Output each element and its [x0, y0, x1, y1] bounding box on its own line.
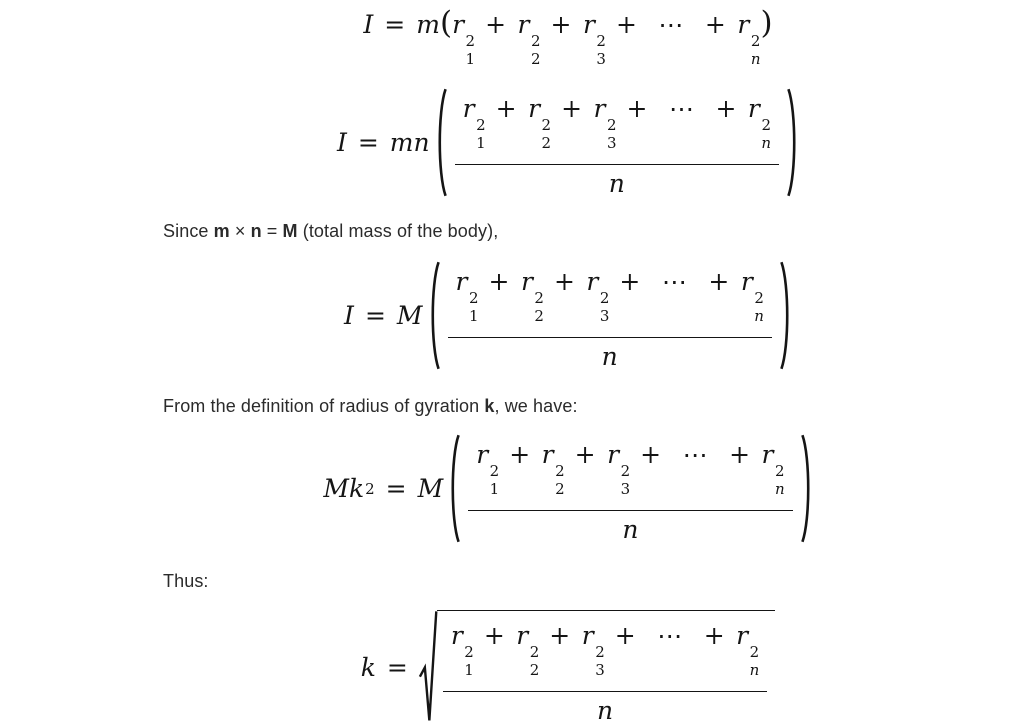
sum-term — [462, 94, 486, 152]
sum-term — [740, 267, 764, 325]
fraction-denominator: n — [608, 169, 625, 198]
text-segment: = — [261, 221, 283, 241]
var-r: r — [581, 621, 594, 650]
sum-term — [452, 10, 476, 68]
subscript: n — [750, 50, 761, 68]
fraction-numerator — [455, 87, 779, 164]
sum-term — [499, 440, 541, 469]
sum-term — [659, 94, 706, 123]
superscript: 2 — [620, 462, 631, 480]
superscript: 2 — [555, 462, 565, 480]
paragraph-since — [163, 220, 1024, 242]
subscript: n — [749, 661, 760, 679]
text-segment: From the definition of radius of gyration — [163, 396, 485, 416]
sub-sup-scripts — [607, 118, 617, 151]
sub-sup-scripts — [555, 464, 565, 497]
sub-sup-scripts — [476, 118, 486, 151]
fraction-denominator: n — [601, 342, 618, 371]
paragraph-from-definition — [163, 395, 1024, 417]
superscript: 2 — [530, 32, 541, 50]
operator: + — [615, 10, 637, 39]
text-segment: M — [282, 221, 298, 241]
var-r: r — [450, 621, 463, 650]
operator: + — [619, 267, 641, 296]
text-segment: Since — [163, 221, 214, 241]
operator: ⋯ — [657, 621, 683, 650]
equation-inertia-expanded-row — [56, 5, 1024, 68]
sum-term — [520, 267, 544, 325]
sum-term — [544, 267, 586, 296]
sum-term — [479, 267, 521, 296]
subscript: 2 — [534, 307, 544, 325]
fraction — [455, 87, 779, 198]
sum-term — [455, 267, 479, 325]
operator: + — [574, 440, 596, 469]
paragraph-thus — [163, 570, 1024, 592]
operator: ⋯ — [658, 10, 684, 39]
sub-sup-scripts — [469, 291, 479, 324]
operator: + — [488, 267, 510, 296]
var-r: r — [740, 267, 753, 296]
sub-sup-scripts — [542, 118, 552, 151]
sum-term — [593, 94, 617, 152]
sub-sup-scripts — [595, 645, 605, 678]
var-mn: mn — [389, 128, 430, 157]
fraction — [468, 433, 792, 544]
sub-sup-scripts — [754, 291, 764, 324]
operator: + — [614, 621, 636, 650]
sum-term — [606, 10, 648, 39]
sum-term — [474, 621, 516, 650]
sub-sup-scripts — [751, 34, 761, 67]
close-paren: ) — [760, 5, 773, 41]
close-paren — [786, 87, 799, 198]
subscript: 1 — [489, 480, 500, 498]
subscript: 2 — [530, 50, 541, 68]
var-r: r — [517, 10, 530, 39]
operator: + — [626, 94, 648, 123]
subscript: 3 — [595, 661, 605, 679]
operator: + — [708, 267, 730, 296]
subscript: n — [761, 134, 772, 152]
sum-of-squares — [452, 12, 760, 67]
sub-sup-scripts — [464, 645, 474, 678]
superscript: 2 — [775, 462, 785, 480]
var-r: r — [747, 94, 760, 123]
sum-term — [551, 94, 593, 123]
superscript: 2 — [476, 116, 486, 134]
operator: + — [704, 10, 726, 39]
fraction-denominator: n — [596, 696, 614, 725]
superscript: 2 — [534, 289, 544, 307]
var-r: r — [520, 267, 533, 296]
operator: ⋯ — [668, 94, 694, 123]
superscript: 2 — [599, 289, 610, 307]
equals-sign: = — [364, 301, 386, 330]
subscript: 2 — [541, 134, 552, 152]
superscript: 2 — [489, 462, 500, 480]
var-r: r — [761, 440, 774, 469]
operator: + — [561, 94, 583, 123]
subscript: 2 — [555, 480, 565, 498]
sub-sup-scripts — [761, 118, 771, 151]
superscript: 2 — [606, 116, 617, 134]
subscript: 3 — [620, 480, 631, 498]
var-M: M — [417, 474, 444, 503]
sub-sup-scripts — [490, 464, 500, 497]
fraction-numerator — [448, 260, 772, 337]
fraction — [448, 260, 772, 371]
sum-term — [736, 621, 760, 679]
sum-term — [694, 621, 736, 650]
subscript: 3 — [596, 50, 606, 68]
var-r: r — [528, 94, 541, 123]
sum-term — [609, 267, 651, 296]
equals-sign: = — [357, 128, 379, 157]
operator: + — [485, 10, 507, 39]
sub-sup-scripts — [750, 645, 760, 678]
var-r: r — [582, 10, 595, 39]
operator: ⋯ — [661, 267, 687, 296]
text-segment: × — [229, 221, 251, 241]
sum-term — [648, 10, 695, 39]
fraction — [443, 614, 767, 725]
equation-inertia-M — [344, 260, 792, 371]
sum-term — [517, 10, 541, 68]
operator: + — [553, 267, 575, 296]
subscript: n — [774, 480, 785, 498]
sum-term — [582, 10, 606, 68]
subscript: 2 — [529, 661, 540, 679]
var-k: k — [360, 653, 376, 682]
sum-term — [565, 440, 607, 469]
open-paren — [435, 87, 448, 198]
fraction-denominator: n — [622, 515, 639, 544]
sub-sup-scripts — [600, 291, 610, 324]
subscript: 1 — [464, 661, 474, 679]
sum-term — [630, 440, 672, 469]
open-paren: ( — [439, 5, 453, 41]
sum-term — [476, 440, 500, 498]
superscript: 2 — [464, 643, 474, 661]
sum-term — [450, 621, 474, 679]
var-m: m — [416, 10, 440, 39]
sum-term — [737, 10, 761, 68]
superscript: 2 — [365, 479, 375, 498]
operator: + — [550, 10, 572, 39]
radicand — [437, 610, 775, 725]
sum-term — [719, 440, 761, 469]
var-r: r — [737, 10, 750, 39]
equation-inertia-mn — [337, 87, 799, 198]
sum-term — [586, 267, 610, 325]
sum-term — [761, 440, 785, 498]
var-r: r — [476, 440, 489, 469]
var-I: I — [344, 301, 354, 330]
var-I: I — [363, 10, 374, 39]
sum-term — [617, 94, 659, 123]
sum-term — [607, 440, 631, 498]
fraction-numerator — [468, 433, 792, 510]
open-paren — [448, 433, 461, 544]
sum-term — [516, 621, 540, 679]
superscript: 2 — [750, 32, 761, 50]
sub-sup-scripts — [621, 464, 631, 497]
text-segment: n — [250, 221, 262, 241]
operator: + — [549, 621, 571, 650]
var-r: r — [455, 267, 468, 296]
subscript: 3 — [606, 134, 617, 152]
sum-term — [647, 621, 694, 650]
sum-term — [541, 10, 583, 39]
equation-inertia-expanded — [363, 5, 773, 68]
open-paren — [428, 260, 441, 371]
text-segment: k — [484, 396, 495, 416]
sum-of-squares — [455, 267, 764, 325]
sum-term — [705, 94, 747, 123]
sum-term — [605, 621, 647, 650]
equation-k-sqrt-row — [56, 610, 1024, 725]
square-root — [419, 610, 775, 725]
var-r: r — [586, 267, 599, 296]
close-paren — [779, 260, 792, 371]
var-M: M — [396, 301, 423, 330]
superscript: 2 — [595, 643, 605, 661]
sum-term — [541, 440, 565, 498]
sum-term — [539, 621, 581, 650]
equation-inertia-M-row — [56, 260, 1024, 371]
superscript: 2 — [465, 32, 476, 50]
radical-icon — [419, 610, 437, 725]
equals-sign: = — [385, 474, 407, 503]
sum-term — [747, 94, 772, 152]
operator: + — [729, 440, 751, 469]
subscript: 1 — [476, 134, 486, 152]
sub-sup-scripts — [534, 291, 544, 324]
sum-term — [695, 10, 737, 39]
var-I: I — [336, 128, 347, 157]
text-segment: Thus: — [163, 571, 209, 591]
superscript: 2 — [761, 116, 771, 134]
sub-sup-scripts — [596, 34, 606, 67]
var-r: r — [541, 440, 554, 469]
var-M: M — [323, 474, 349, 503]
equation-inertia-mn-row — [56, 87, 1024, 198]
equation-Mk2 — [323, 433, 812, 544]
superscript: 2 — [468, 289, 479, 307]
operator: + — [640, 440, 662, 469]
sub-sup-scripts — [531, 34, 541, 67]
superscript: 2 — [541, 116, 552, 134]
sum-of-squares — [450, 621, 760, 679]
subscript: 1 — [468, 307, 479, 325]
var-r: r — [462, 94, 475, 123]
var-r: r — [516, 621, 529, 650]
operator: + — [715, 94, 737, 123]
operator: + — [483, 621, 505, 650]
sum-term — [475, 10, 517, 39]
operator: + — [495, 94, 517, 123]
sub-sup-scripts — [775, 464, 785, 497]
subscript: 1 — [465, 50, 476, 68]
text-segment: , we have: — [494, 396, 578, 416]
superscript: 2 — [596, 32, 606, 50]
fraction-numerator — [443, 614, 767, 691]
sum-term — [581, 621, 605, 679]
sum-term — [673, 440, 720, 469]
text-segment: (total mass of the body), — [297, 221, 499, 241]
sub-sup-scripts — [466, 34, 476, 67]
operator: ⋯ — [682, 440, 708, 469]
subscript: n — [754, 307, 764, 325]
sub-sup-scripts — [530, 645, 540, 678]
equation-k-sqrt — [361, 610, 776, 725]
superscript: 2 — [749, 643, 760, 661]
sum-of-squares — [476, 440, 785, 498]
sum-term — [698, 267, 740, 296]
operator: + — [509, 440, 531, 469]
close-paren — [800, 433, 813, 544]
sum-term — [652, 267, 699, 296]
text-segment: m — [213, 221, 230, 241]
sum-term — [486, 94, 528, 123]
var-r: r — [593, 94, 606, 123]
superscript: 2 — [529, 643, 540, 661]
sum-of-squares — [462, 94, 772, 152]
operator: + — [703, 621, 725, 650]
equation-Mk2-row — [56, 433, 1024, 544]
sum-term — [528, 94, 552, 152]
equals-sign: = — [384, 10, 406, 39]
var-k: k — [348, 474, 365, 503]
var-r: r — [607, 440, 620, 469]
subscript: 3 — [599, 307, 610, 325]
var-r: r — [736, 621, 749, 650]
equals-sign: = — [386, 653, 408, 682]
var-r: r — [452, 10, 465, 39]
superscript: 2 — [754, 289, 764, 307]
